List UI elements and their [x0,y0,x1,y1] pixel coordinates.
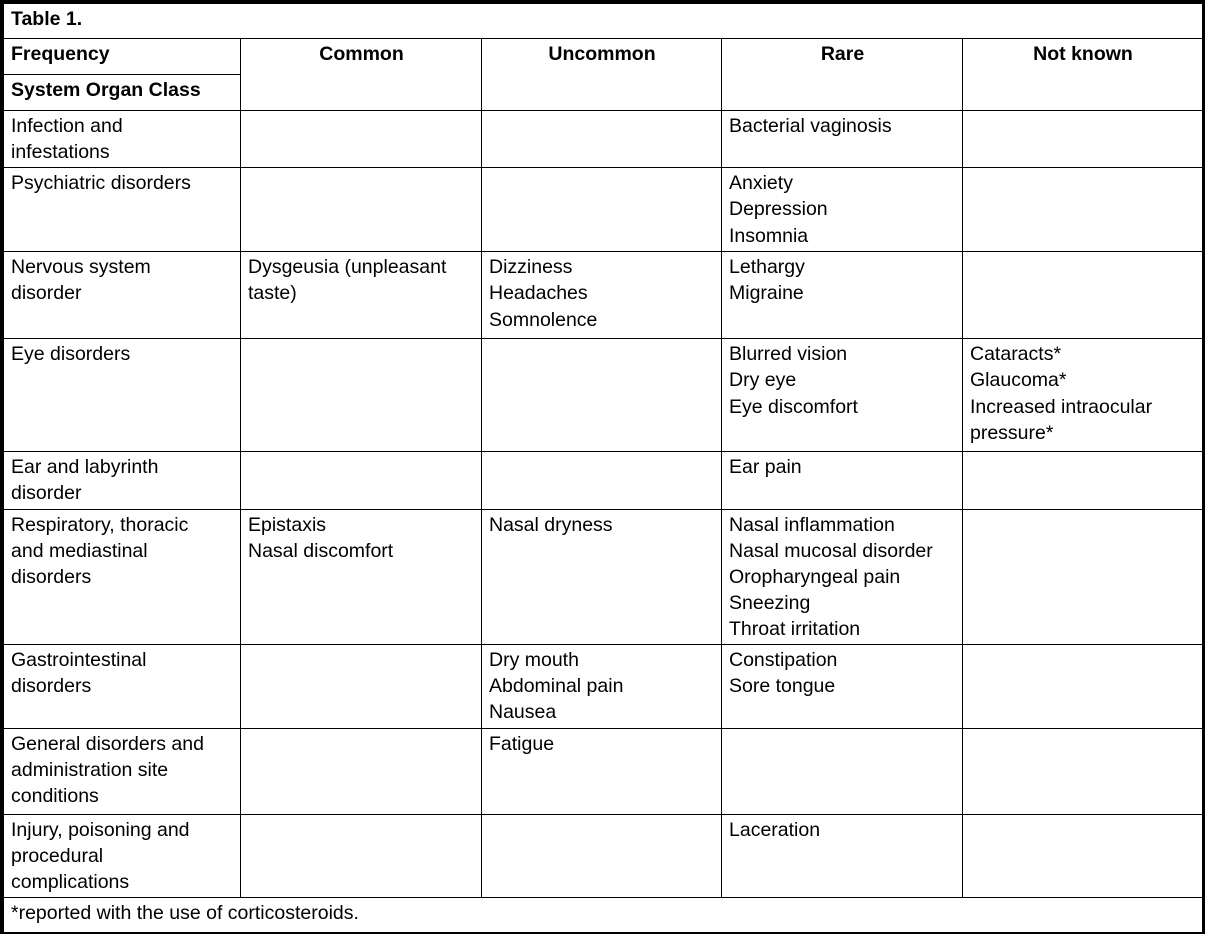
cell-line: Insomnia [729,224,809,247]
cell-not-known [963,814,1203,897]
cell-rare [722,814,963,897]
cell-line: disorder [11,282,82,305]
cell-common [241,168,482,252]
cell-line: Ear pain [729,456,802,479]
cell-common [241,252,482,339]
cell-rare [722,111,963,168]
cell-common [241,814,482,897]
cell-line: Psychiatric disorders [11,172,191,195]
cell-line: disorder [11,482,82,505]
cell-system-organ-class [4,252,241,339]
cell-system-organ-class [4,509,241,645]
column-header-2: Rare [722,39,963,111]
cell-common [241,111,482,168]
cell-line: Sneezing [729,591,811,614]
cell-line: Oropharyngeal pain [729,565,901,588]
cell-line: Nervous system [11,256,151,279]
cell-line: Eye discomfort [729,395,858,418]
cell-system-organ-class [4,339,241,452]
cell-line: Fatigue [489,732,555,755]
cell-line: Ear and labyrinth [11,456,159,479]
cell-rare [722,728,963,814]
cell-line: Dizziness [489,256,573,279]
cell-line: taste) [248,282,297,305]
cell-line: Nasal discomfort [248,539,394,562]
table-title: Table 1. [4,4,1203,39]
cell-line: procedural [11,844,104,867]
cell-system-organ-class [4,814,241,897]
footnote-row [4,897,1203,932]
cell-line: Bacterial vaginosis [729,115,892,137]
table-row [4,452,1203,509]
cell-line: Nasal dryness [489,513,613,536]
cell-line: General disorders and [11,732,204,755]
cell-uncommon [482,339,722,452]
column-header-3: Not known [963,39,1203,111]
cell-line: Infection and [11,115,123,137]
cell-rare [722,509,963,645]
cell-uncommon [482,645,722,728]
header-frequency-label: Frequency [4,39,241,75]
cell-rare [722,252,963,339]
column-header-1: Uncommon [482,39,722,111]
cell-line: Gastrointestinal [11,649,147,672]
cell-uncommon [482,452,722,509]
cell-not-known [963,339,1203,452]
table-row [4,252,1203,339]
cell-line: Increased intraocular [970,395,1153,418]
cell-line: and mediastinal [11,539,148,562]
cell-line: Headaches [489,282,588,305]
cell-line: Somnolence [489,308,598,331]
cell-system-organ-class [4,728,241,814]
cell-line: Throat irritation [729,618,861,640]
cell-line: Eye disorders [11,343,131,366]
cell-line: Dysgeusia (unpleasant [248,256,447,279]
table-row [4,339,1203,452]
cell-line: Cataracts* [970,343,1062,366]
cell-not-known [963,252,1203,339]
cell-line: Nasal mucosal disorder [729,539,933,562]
cell-line: Glaucoma* [970,369,1067,392]
cell-line: Dry eye [729,369,797,392]
cell-line: conditions [11,784,99,807]
cell-line: Abdominal pain [489,675,624,698]
cell-not-known [963,111,1203,168]
table-row [4,111,1203,168]
cell-line: administration site [11,758,169,781]
cell-line: Constipation [729,649,838,672]
header-system-organ-class-label: System Organ Class [4,75,241,111]
cell-line: Lethargy [729,256,805,279]
table-row [4,814,1203,897]
cell-common [241,728,482,814]
adverse-reactions-table [3,3,1203,933]
cell-rare [722,645,963,728]
cell-common [241,645,482,728]
cell-rare [722,168,963,252]
cell-rare [722,452,963,509]
table-row [4,168,1203,252]
table-row [4,645,1203,728]
cell-line: Blurred vision [729,343,848,366]
cell-not-known [963,728,1203,814]
cell-common [241,452,482,509]
cell-line: Sore tongue [729,675,836,698]
cell-system-organ-class [4,111,241,168]
cell-uncommon [482,111,722,168]
cell-not-known [963,645,1203,728]
cell-line: Injury, poisoning and [11,818,190,841]
cell-line: Migraine [729,282,804,305]
cell-uncommon [482,252,722,339]
cell-uncommon [482,509,722,645]
cell-line: disorders [11,565,92,588]
cell-rare [722,339,963,452]
cell-line: Laceration [729,818,821,841]
cell-not-known [963,452,1203,509]
cell-line: disorders [11,675,92,698]
cell-line: Nasal inflammation [729,513,895,536]
table-row [4,728,1203,814]
column-header-0: Common [241,39,482,111]
cell-line: Respiratory, thoracic [11,513,189,536]
cell-uncommon [482,814,722,897]
cell-line: Depression [729,198,828,221]
cell-system-organ-class [4,168,241,252]
cell-line: Epistaxis [248,513,327,536]
table-title-row [4,4,1203,39]
cell-line: Nausea [489,701,557,724]
cell-not-known [963,509,1203,645]
header-row-frequency [4,39,1203,75]
cell-line: infestations [11,141,110,164]
cell-common [241,339,482,452]
cell-uncommon [482,728,722,814]
cell-uncommon [482,168,722,252]
cell-common [241,509,482,645]
cell-system-organ-class [4,452,241,509]
cell-not-known [963,168,1203,252]
cell-line: complications [11,870,130,893]
cell-system-organ-class [4,645,241,728]
cell-line: Dry mouth [489,649,579,672]
table-row [4,509,1203,645]
table-footnote: *reported with the use of corticosteroids. [4,897,1203,932]
cell-line: pressure* [970,421,1054,444]
cell-line: Anxiety [729,172,793,195]
